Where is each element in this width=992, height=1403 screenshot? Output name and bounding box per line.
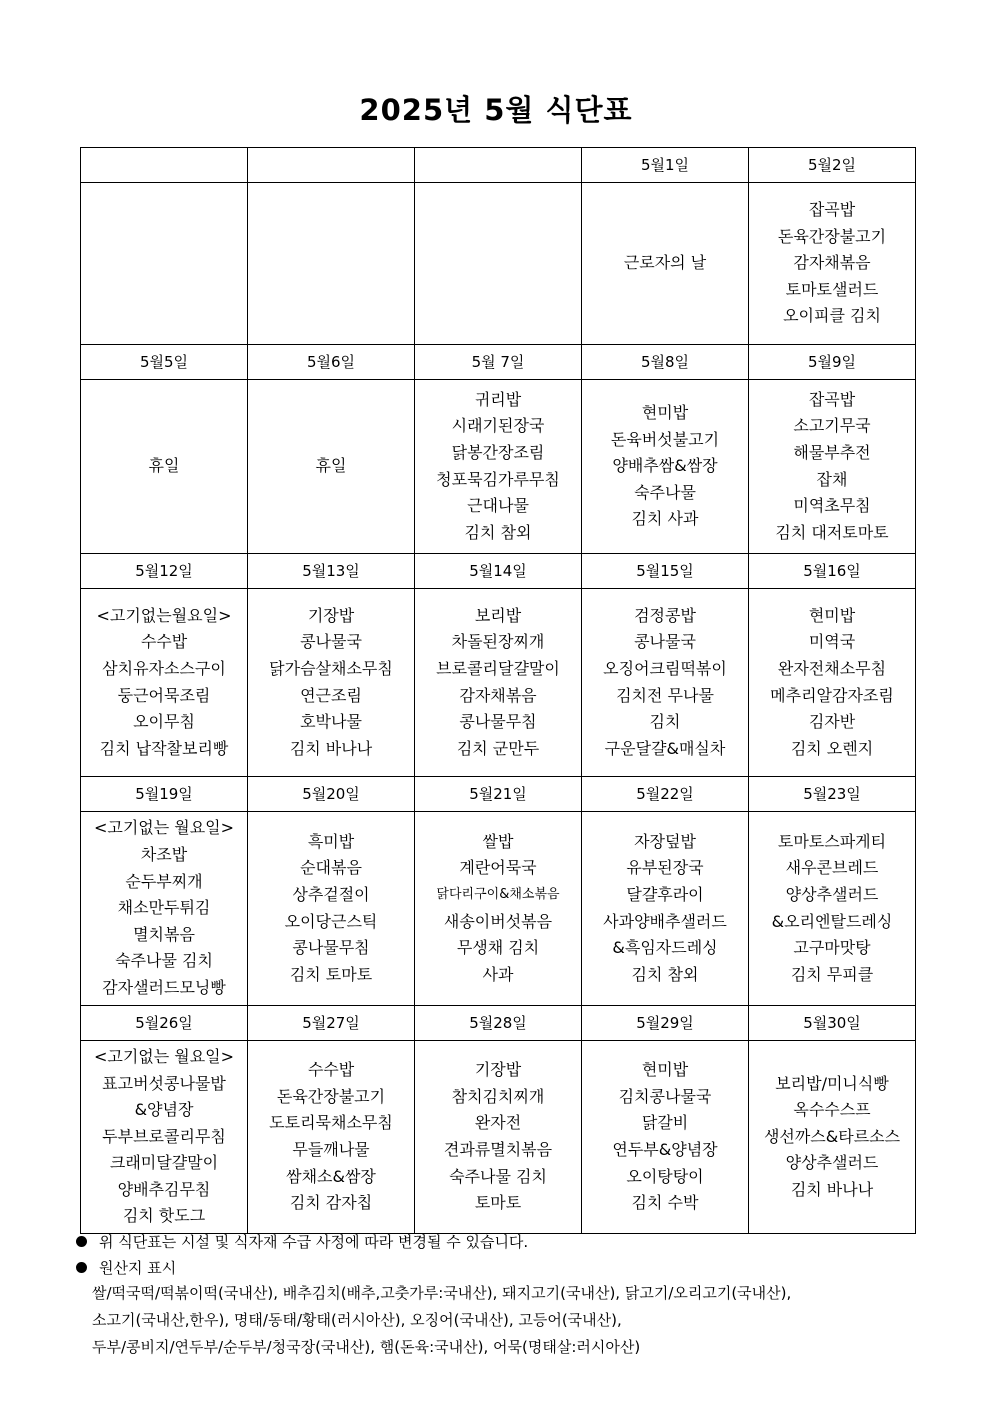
menu-row: [81, 589, 916, 777]
menu-item: 김치전 무나물: [616, 685, 714, 705]
menu-item: 현미밥: [641, 1060, 689, 1080]
menu-cell: [81, 380, 248, 554]
date-cell: 5월22일: [582, 777, 749, 812]
menu-cell: [582, 183, 749, 345]
menu-item: 도토리묵채소무침: [269, 1113, 393, 1133]
menu-item: &오리엔탈드레싱: [771, 911, 893, 931]
menu-item: 김치 대저토마토: [775, 522, 889, 542]
menu-item: 김자반: [808, 712, 856, 732]
menu-item: 양상추샐러드: [785, 884, 879, 904]
menu-item: 쌈채소&쌈장: [286, 1166, 376, 1186]
menu-item: 크래미달걀말이: [109, 1153, 219, 1173]
menu-row: [81, 380, 916, 554]
menu-item: 잡채: [816, 469, 848, 489]
menu-item: 계란어묵국: [459, 858, 537, 878]
menu-item: 연두부&양념장: [612, 1140, 718, 1159]
date-cell: [81, 148, 248, 183]
menu-cell: [749, 380, 916, 554]
notes-section: [76, 1228, 936, 1361]
origin-heading: [76, 1254, 936, 1280]
menu-item: 기장밥: [307, 605, 355, 625]
menu-cell: [415, 589, 582, 777]
menu-item: 메추리알감자조림: [770, 685, 894, 705]
menu-cell: [81, 812, 248, 1006]
menu-item: 김치 핫도그: [122, 1206, 206, 1226]
menu-item: 청포묵김가루무침: [436, 469, 560, 489]
menu-item: 보리밥: [474, 605, 522, 625]
menu-item: 보리밥/미니식빵: [775, 1073, 889, 1093]
origin-line: 소고기(국내산,한우), 명태/동태/황태(러시아산), 오징어(국내산), 고등어(국내산),: [92, 1311, 622, 1329]
menu-item: 둥근어묵조림: [117, 685, 211, 705]
page-title: 2025년 5월 식단표: [359, 93, 633, 127]
menu-item: 근로자의 날: [623, 253, 707, 273]
menu-item: 호박나물: [300, 712, 362, 732]
menu-item: 휴일: [148, 456, 180, 476]
menu-item: 숙주나물 김치: [115, 951, 213, 971]
menu-item: 휴일: [315, 456, 347, 476]
menu-item: 김치 무피클: [790, 964, 874, 984]
menu-item: 김치 감자칩: [289, 1193, 373, 1213]
menu-item: 차조밥: [140, 845, 188, 865]
menu-item: 새우콘브레드: [785, 858, 879, 878]
menu-cell: [248, 812, 415, 1006]
date-cell: 5월9일: [749, 345, 916, 380]
menu-item: 닭가슴살채소무침: [269, 658, 393, 678]
menu-item: 견과류멸치볶음: [443, 1140, 553, 1159]
date-cell: 5월2일: [749, 148, 916, 183]
menu-item: 숙주나물: [634, 482, 696, 502]
menu-item: 고구마맛탕: [793, 938, 871, 958]
menu-item: 김치 참외: [631, 964, 699, 984]
menu-item: 오이피클 김치: [783, 306, 881, 326]
menu-item: 완자전채소무침: [777, 658, 887, 678]
menu-item: 해물부추전: [793, 442, 871, 462]
date-cell: 5월30일: [749, 1006, 916, 1041]
menu-item: 참치김치찌개: [451, 1086, 545, 1106]
origin-line: 쌀/떡국떡/떡볶이떡(국내산), 배추김치(배추,고춧가루:국내산), 돼지고기(국내산), 닭고기/오리고기(국내산),: [92, 1284, 792, 1302]
menu-cell: [81, 589, 248, 777]
menu-cell: [415, 812, 582, 1006]
date-cell: 5월12일: [81, 554, 248, 589]
menu-item: <고기없는 월요일>: [93, 818, 235, 838]
date-cell: 5월 7일: [415, 345, 582, 380]
menu-item: 무생채 김치: [456, 938, 540, 958]
menu-cell: [248, 380, 415, 554]
menu-item: 무들깨나물: [292, 1140, 370, 1159]
menu-item: 생선까스&타르소스: [763, 1126, 901, 1146]
change-notice-text: 위 식단표는 시설 및 식자재 수급 사정에 따라 변경될 수 있습니다.: [99, 1232, 529, 1251]
menu-item: 현미밥: [641, 403, 689, 423]
menu-cell: [749, 812, 916, 1006]
menu-item: 쌀밥: [482, 831, 514, 851]
menu-item: 잡곡밥: [808, 389, 856, 409]
menu-item: 김치 바나나: [790, 1179, 874, 1199]
date-cell: 5월14일: [415, 554, 582, 589]
menu-item: 차돌된장찌개: [451, 632, 545, 652]
menu-item: &양념장: [134, 1100, 194, 1120]
date-cell: 5월23일: [749, 777, 916, 812]
menu-item: <고기없는 월요일>: [93, 1046, 235, 1066]
bullet-icon: [76, 1262, 87, 1273]
menu-cell: [749, 1041, 916, 1234]
menu-item: 구운달걀&매실차: [604, 738, 726, 758]
menu-item: 멸치볶음: [133, 924, 195, 944]
menu-item: 오징어크림떡볶이: [603, 658, 727, 678]
menu-item: &흑임자드레싱: [612, 938, 718, 958]
menu-item: 귀리밥: [474, 389, 522, 409]
date-cell: 5월21일: [415, 777, 582, 812]
menu-row: [81, 183, 916, 345]
menu-item: 잡곡밥: [808, 200, 856, 220]
menu-item: 두부브로콜리무침: [102, 1126, 226, 1146]
menu-item: 닭다리구이&채소볶음: [436, 886, 560, 902]
date-cell: 5월16일: [749, 554, 916, 589]
menu-cell: [415, 380, 582, 554]
menu-cell: [248, 1041, 415, 1234]
menu-row: [81, 812, 916, 1006]
date-row: [81, 777, 916, 812]
menu-cell: [81, 183, 248, 345]
menu-item: 시래기된장국: [451, 416, 545, 436]
menu-item: 사과: [482, 964, 514, 984]
date-cell: 5월15일: [582, 554, 749, 589]
menu-item: 수수밥: [307, 1060, 355, 1080]
menu-cell: [248, 589, 415, 777]
menu-item: 자장덮밥: [634, 831, 696, 851]
date-cell: [248, 148, 415, 183]
menu-item: 감자채볶음: [793, 253, 871, 273]
menu-item: 검정콩밥: [634, 605, 696, 625]
date-cell: 5월1일: [582, 148, 749, 183]
menu-item: 순두부찌개: [125, 871, 203, 891]
menu-item: 콩나물무침: [292, 938, 370, 958]
menu-item: 김치콩나물국: [618, 1086, 712, 1106]
menu-cell: [582, 589, 749, 777]
menu-item: 콩나물국: [300, 632, 362, 652]
menu-item: 김치: [649, 712, 681, 732]
menu-item: 양배추김무침: [117, 1179, 211, 1199]
menu-item: 콩나물무침: [459, 712, 537, 732]
menu-item: 표고버섯콩나물밥: [102, 1073, 226, 1093]
menu-item: 김치 참외: [464, 522, 532, 542]
date-cell: 5월6일: [248, 345, 415, 380]
menu-item: 양배추쌈&쌈장: [612, 456, 718, 476]
menu-item: 옥수수스프: [793, 1100, 871, 1120]
menu-item: 돈육간장불고기: [276, 1086, 386, 1106]
menu-item: 토마토: [474, 1193, 522, 1213]
menu-item: 토마토스파게티: [777, 831, 887, 851]
menu-item: 김치 오렌지: [790, 738, 874, 758]
menu-item: 완자전: [474, 1113, 522, 1133]
date-cell: 5월29일: [582, 1006, 749, 1041]
date-cell: 5월26일: [81, 1006, 248, 1041]
menu-item: 오이당근스틱: [284, 911, 378, 931]
menu-item: 브로콜리달걀말이: [436, 658, 560, 678]
date-cell: 5월8일: [582, 345, 749, 380]
menu-item: 순대볶음: [300, 858, 362, 878]
date-row: [81, 1006, 916, 1041]
date-cell: 5월5일: [81, 345, 248, 380]
menu-item: 감자채볶음: [459, 685, 537, 705]
menu-item: 연근조림: [300, 685, 362, 705]
date-cell: 5월28일: [415, 1006, 582, 1041]
menu-item: 닭봉간장조림: [451, 442, 545, 462]
bullet-icon: [76, 1236, 87, 1247]
menu-item: 소고기무국: [793, 416, 871, 436]
menu-item: 김치 수박: [631, 1193, 699, 1213]
date-cell: [415, 148, 582, 183]
date-cell: 5월27일: [248, 1006, 415, 1041]
origin-title: 원산지 표시: [99, 1258, 177, 1277]
menu-item: 감자샐러드모닝빵: [102, 977, 226, 997]
menu-item: 돈육간장불고기: [777, 226, 887, 246]
menu-cell: [582, 1041, 749, 1234]
date-cell: 5월13일: [248, 554, 415, 589]
menu-item: 토마토샐러드: [785, 279, 879, 299]
menu-item: 오이탕탕이: [626, 1166, 704, 1186]
menu-item: 숙주나물 김치: [449, 1166, 547, 1186]
menu-item: 삼치유자소스구이: [102, 658, 226, 678]
menu-item: 콩나물국: [634, 632, 696, 652]
meal-plan-table: [80, 147, 916, 1234]
menu-item: <고기없는월요일>: [96, 605, 232, 625]
menu-item: 김치 바나나: [289, 738, 373, 758]
menu-cell: [81, 1041, 248, 1234]
menu-item: 김치 사과: [631, 509, 699, 529]
menu-cell: [582, 380, 749, 554]
menu-cell: [749, 183, 916, 345]
menu-row: [81, 1041, 916, 1234]
menu-item: 미역국: [808, 632, 856, 652]
menu-item: 양상추샐러드: [785, 1153, 879, 1173]
menu-item: 김치 군만두: [456, 738, 540, 758]
menu-item: 닭갈비: [641, 1113, 689, 1133]
menu-item: 유부된장국: [626, 858, 704, 878]
menu-cell: [415, 1041, 582, 1234]
menu-item: 돈육버섯불고기: [610, 429, 720, 449]
menu-item: 사과양배추샐러드: [603, 911, 727, 931]
menu-cell: [248, 183, 415, 345]
menu-item: 흑미밥: [307, 831, 355, 851]
date-row: [81, 554, 916, 589]
menu-item: 달걀후라이: [626, 884, 704, 904]
menu-item: 김치 납작찰보리빵: [99, 738, 229, 758]
date-row: [81, 148, 916, 183]
menu-item: 수수밥: [140, 632, 188, 652]
menu-item: 기장밥: [474, 1060, 522, 1080]
menu-item: 채소만두튀김: [117, 898, 211, 918]
menu-item: 상추겉절이: [292, 884, 370, 904]
menu-item: 근대나물: [467, 496, 529, 516]
menu-item: 미역초무침: [793, 496, 871, 516]
date-cell: 5월20일: [248, 777, 415, 812]
menu-item: 현미밥: [808, 605, 856, 625]
date-row: [81, 345, 916, 380]
date-cell: 5월19일: [81, 777, 248, 812]
origin-line: 두부/콩비지/연두부/순두부/청국장(국내산), 햄(돈육:국내산), 어묵(명태살:러시아산): [92, 1338, 641, 1356]
menu-cell: [749, 589, 916, 777]
menu-cell: [582, 812, 749, 1006]
menu-cell: [415, 183, 582, 345]
menu-item: 오이무침: [133, 712, 195, 732]
menu-item: 새송이버섯볶음: [443, 911, 553, 931]
change-notice: [76, 1228, 936, 1254]
menu-item: 김치 토마토: [289, 964, 373, 984]
